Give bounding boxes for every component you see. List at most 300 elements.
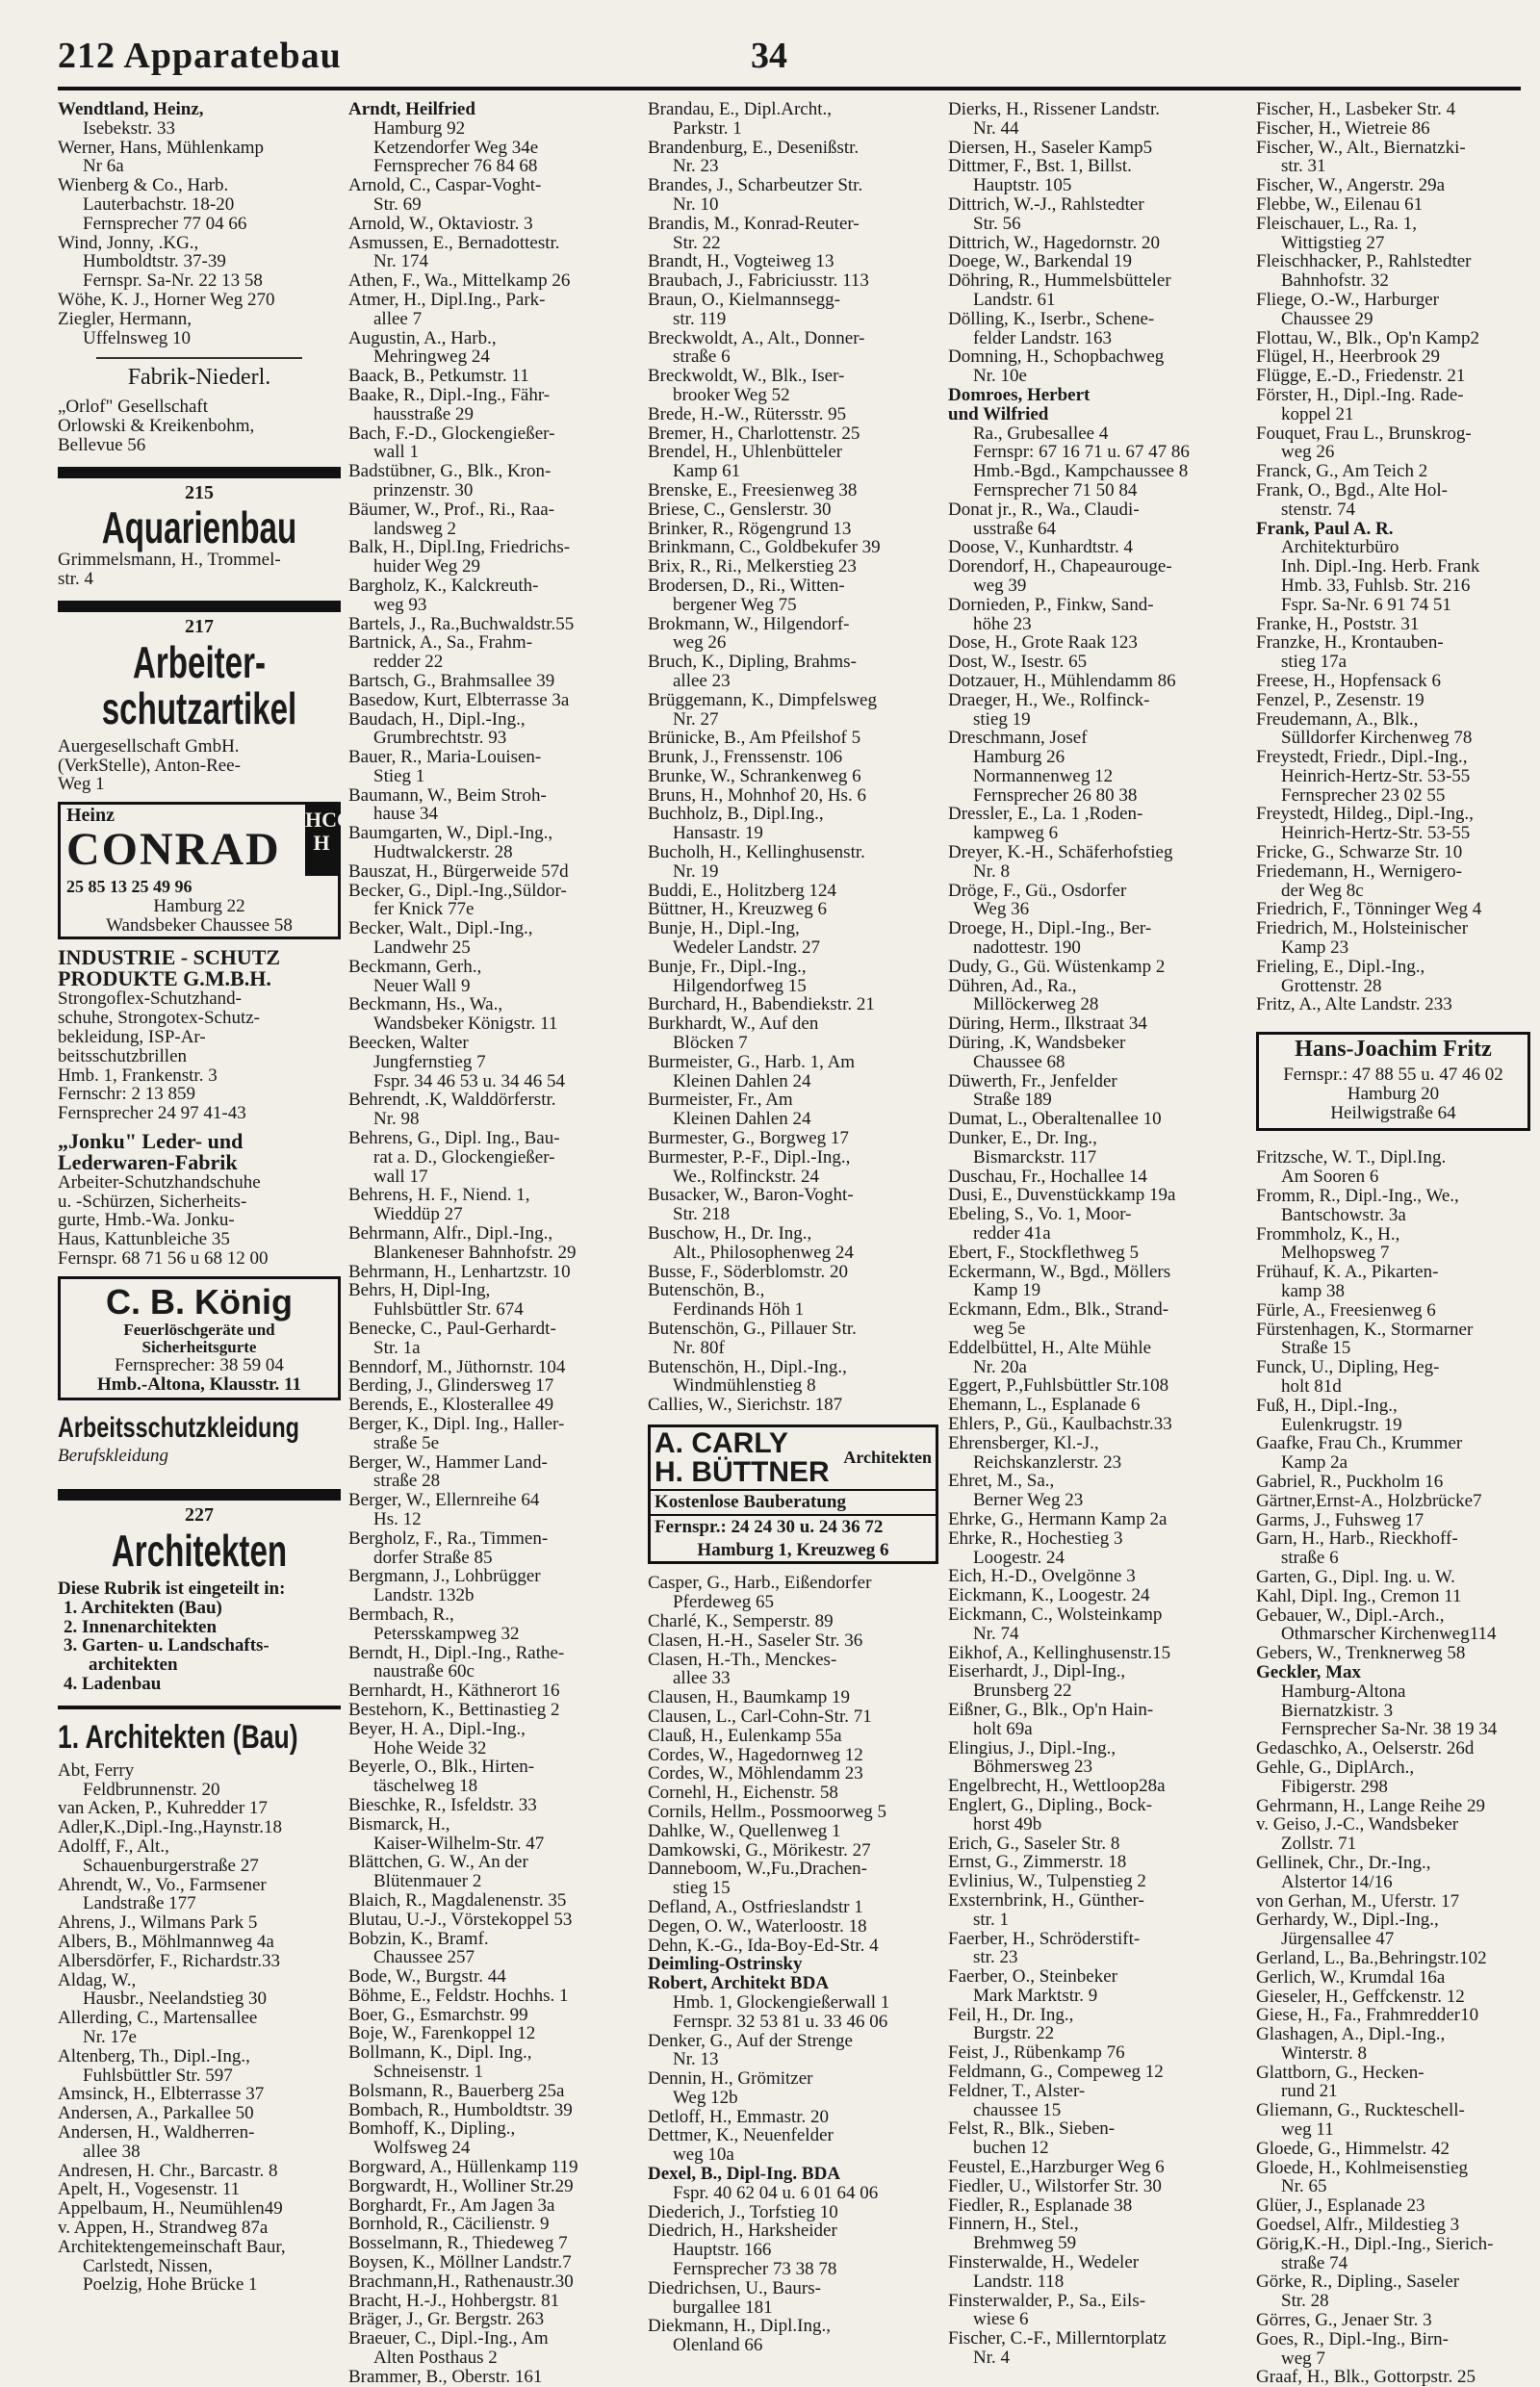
directory-line: Erich, G., Saseler Str. 8: [948, 1834, 1120, 1854]
directory-line: Berger, W., Hammer Land-: [348, 1452, 548, 1473]
directory-line: Fleischhacker, P., Rahlstedter: [1256, 252, 1472, 272]
directory-line: Feustel, E.,Harzburger Weg 6: [948, 2158, 1165, 2177]
directory-line: Wendtland, Heinz,: [58, 100, 204, 119]
rubric-title: Arbeitsschutzkleidung: [58, 1412, 299, 1445]
carly-advert: [648, 1424, 938, 1564]
advert-slogan: Kostenlose Bauberatung: [651, 1491, 936, 1516]
directory-line: Frühauf, K. A., Pikarten-: [1256, 1263, 1439, 1283]
directory-line: Str. 218: [673, 1205, 731, 1225]
directory-line: Dreyer, K.-H., Schäferhofstieg: [948, 843, 1173, 862]
directory-line: Benecke, C., Paul-Gerhardt-: [348, 1320, 556, 1339]
directory-line: Casper, G., Harb., Eißendorfer: [648, 1574, 872, 1594]
directory-line: Schneisenstr. 1: [373, 2063, 483, 2082]
entry-list: [58, 1761, 341, 2295]
directory-line: Freudemann, A., Blk.,: [1256, 709, 1419, 730]
directory-line: Blutau, U.-J., Vörstekoppel 53: [348, 1910, 573, 1930]
directory-line: v. Geiso, J.-C., Wandsbeker: [1256, 1815, 1459, 1835]
directory-line: Architekturbüro: [1281, 538, 1399, 558]
fabrik-heading: Fabrik-Niederl.: [127, 365, 271, 391]
directory-line: Cordes, W., Hagedornweg 12: [648, 1745, 863, 1765]
directory-line: Finsterwalde, H., Wedeler: [948, 2253, 1140, 2272]
directory-line: Kamp 23: [1281, 938, 1349, 958]
section-bar: [58, 1489, 341, 1501]
directory-line: Behrens, H. F., Niend. 1,: [348, 1186, 530, 1206]
directory-line: Brendel, H., Uhlenbütteler: [648, 443, 843, 463]
directory-line: Droege, H., Dipl.-Ing., Ber-: [948, 919, 1152, 939]
directory-line: Görres, G., Jenaer Str. 3: [1256, 2311, 1432, 2330]
directory-line: Dölling, K., Iserbr., Schene-: [948, 309, 1155, 329]
directory-line: Nr. 10e: [973, 367, 1027, 386]
directory-line: Fischer, C.-F., Millerntorplatz: [948, 2329, 1167, 2349]
entry-list: [58, 737, 341, 794]
directory-line: Burchard, H., Babendiekstr. 21: [648, 995, 875, 1015]
conrad-advert: [58, 802, 354, 939]
directory-line: Braubach, J., Fabriciusstr. 113: [648, 271, 869, 291]
directory-line: Flügel, H., Heerbrook 29: [1256, 347, 1441, 368]
directory-line: Dost, W., Isestr. 65: [948, 653, 1088, 672]
directory-line: Fernsprecher 76 84 68: [373, 157, 538, 177]
directory-line: Diersen, H., Saseler Kamp5: [948, 138, 1153, 158]
directory-line: Jürgensallee 47: [1281, 1930, 1395, 1949]
directory-line: weg 5e: [973, 1320, 1026, 1339]
advert-address: Wandsbeker Chaussee 58: [106, 914, 293, 936]
directory-line: Brüggemann, K., Dimpfelsweg: [648, 690, 877, 710]
directory-line: Bermbach, R.,: [348, 1604, 454, 1625]
directory-line: Gaafke, Frau Ch., Krummer: [1256, 1434, 1463, 1454]
directory-line: Bucholh, H., Kellinghusenstr.: [648, 843, 865, 862]
directory-line: Borgwardt, H., Wolliner Str.29: [348, 2176, 574, 2196]
directory-line: Ehlers, P., Gü., Kaulbachstr.33: [948, 1414, 1172, 1434]
directory-line: Danneboom, W.,Fu.,Drachen-: [648, 1860, 867, 1880]
directory-line: Eißner, G., Blk., Op'n Hain-: [948, 1700, 1154, 1720]
directory-line: Donat jr., R., Wa., Claudi-: [948, 500, 1140, 520]
directory-line: Neuer Wall 9: [373, 976, 471, 996]
directory-line: straße 6: [1281, 1549, 1339, 1568]
directory-line: allee 23: [673, 671, 731, 691]
directory-line: der Weg 8c: [1281, 881, 1364, 901]
directory-line: Geckler, Max: [1256, 1662, 1362, 1682]
directory-line: Freese, H., Hopfensack 6: [1256, 671, 1442, 691]
directory-line: Fspr. 40 62 04 u. 6 01 64 06: [673, 2183, 879, 2203]
directory-line: Dittrich, W., Hagedornstr. 20: [948, 233, 1161, 253]
directory-line: Chaussee 29: [1281, 309, 1373, 329]
directory-line: Hauptstr. 166: [673, 2241, 772, 2261]
advert-side-logo: HCO H: [305, 805, 338, 876]
directory-line: Englert, G., Dipling., Bock-: [948, 1795, 1153, 1815]
directory-line: Andresen, H. Chr., Barcastr. 8: [58, 2161, 278, 2181]
directory-line: We., Rolfinckstr. 24: [673, 1167, 820, 1187]
directory-line: Ernst, G., Zimmerstr. 18: [948, 1853, 1127, 1873]
directory-line: Ra., Grubesallee 4: [973, 424, 1109, 444]
directory-line: Bellevue 56: [58, 435, 146, 455]
advert-address: Heilwigstraße 64: [1330, 1102, 1456, 1123]
directory-line: hause 34: [373, 805, 439, 825]
directory-line: Fuß, H., Dipl.-Ing.,: [1256, 1396, 1398, 1416]
directory-line: Aldag, W.,: [58, 1970, 137, 1990]
directory-line: Fernspr. 68 71 56 u 68 12 00: [58, 1249, 269, 1269]
directory-line: Kamp 2a: [1281, 1453, 1348, 1473]
rubric-intro: Diese Rubrik ist eingeteilt in:: [58, 1578, 286, 1600]
directory-line: Balk, H., Dipl.Ing, Friedrichs-: [348, 538, 571, 558]
directory-line: Loogestr. 24: [973, 1548, 1065, 1568]
directory-line: Ketzendorfer Weg 34e: [373, 138, 539, 158]
directory-line: Bunje, H., Dipl.-Ing,: [648, 919, 800, 939]
directory-line: burgallee 181: [673, 2297, 773, 2318]
directory-line: Dittrich, W.-J., Rahlstedter: [948, 194, 1144, 215]
directory-line: Fiedler, R., Esplanade 38: [948, 2195, 1133, 2216]
directory-line: Briese, C., Genslerstr. 30: [648, 500, 832, 520]
directory-line: Albers, B., Möhlmannweg 4a: [58, 1933, 274, 1952]
directory-line: Bestehorn, K., Bettinastieg 2: [348, 1700, 560, 1720]
directory-line: Architektengemeinschaft Baur,: [58, 2237, 286, 2257]
advert-title: C. B. König: [106, 1281, 293, 1322]
directory-line: Amsinck, H., Elbterrasse 37: [58, 2085, 265, 2105]
directory-line: Gloede, G., Himmelstr. 42: [1256, 2139, 1450, 2159]
directory-line: Dexel, B., Dipl-Ing. BDA: [648, 2165, 841, 2184]
directory-line: Winterstr. 8: [1281, 2043, 1367, 2064]
directory-line: Bode, W., Burgstr. 44: [348, 1967, 506, 1987]
directory-line: Baumgarten, W., Dipl.-Ing.,: [348, 824, 553, 844]
directory-line: Str. 56: [973, 214, 1021, 234]
directory-line: Dennin, H., Grömitzer: [648, 2069, 813, 2089]
directory-line: Exsternbrink, H., Günther-: [948, 1890, 1144, 1911]
directory-line: Dumat, L., Oberaltenallee 10: [948, 1110, 1162, 1130]
directory-line: Ehrke, G., Hermann Kamp 2a: [948, 1509, 1168, 1529]
directory-line: Clauß, H., Eulenkamp 55a: [648, 1726, 842, 1746]
directory-line: Arnold, W., Oktaviostr. 3: [348, 214, 533, 234]
directory-line: Bartnick, A., Sa., Frahm-: [348, 633, 533, 654]
directory-line: Blaich, R., Magdalenenstr. 35: [348, 1890, 567, 1911]
directory-line: Normannenweg 12: [973, 766, 1114, 786]
directory-line: Bach, F.-D., Glockengießer-: [348, 424, 555, 444]
directory-line: Denker, G., Auf der Strenge: [648, 2031, 853, 2051]
directory-line: Badstübner, G., Blk., Kron-: [348, 462, 552, 481]
directory-line: Ahrens, J., Wilmans Park 5: [58, 1913, 258, 1934]
directory-line: Franzke, H., Krontauben-: [1256, 633, 1444, 654]
directory-line: Eickmann, K., Loogestr. 24: [948, 1586, 1150, 1605]
directory-line: Feldmann, G., Compeweg 12: [948, 2063, 1164, 2082]
directory-line: Nr. 20a: [973, 1357, 1027, 1377]
directory-line: Humboldtstr. 37-39: [83, 252, 226, 272]
directory-line: Fleischauer, L., Ra. 1,: [1256, 214, 1418, 234]
divider: [96, 357, 302, 359]
directory-line: Clasen, H.-H., Saseler Str. 36: [648, 1630, 863, 1651]
directory-line: Burkhardt, W., Auf den: [648, 1014, 819, 1035]
directory-line: Arnold, C., Caspar-Voght-: [348, 176, 542, 195]
directory-line: Faerber, H., Schröderstift-: [948, 1929, 1141, 1949]
directory-line: Diedrichsen, U., Baurs-: [648, 2278, 821, 2298]
directory-line: Berends, E., Klosterallee 49: [348, 1396, 554, 1415]
directory-line: Defland, A., Ostfrieslandstr 1: [648, 1897, 863, 1917]
directory-line: Deimling-Ostrinsky: [648, 1955, 803, 1975]
directory-line: Diederich, J., Torfstieg 10: [648, 2202, 838, 2222]
section-number: 215: [185, 481, 214, 503]
directory-line: Brandis, M., Konrad-Reuter-: [648, 214, 860, 234]
directory-line: Boje, W., Farenkoppel 12: [348, 2024, 536, 2044]
directory-line: u. -Schürzen, Sicherheits-: [58, 1192, 247, 1212]
directory-line: Berner Weg 23: [973, 1491, 1084, 1510]
directory-line: Eickmann, C., Wolsteinkamp: [948, 1604, 1163, 1625]
directory-line: Fspr. 34 46 53 u. 34 46 54: [373, 1071, 565, 1091]
advert-subtitle: Sicherheitsgurte: [141, 1337, 257, 1356]
directory-line: Braeuer, C., Dipl.-Ing., Am: [348, 2329, 549, 2349]
directory-line: Butenschön, B.,: [648, 1281, 765, 1301]
directory-line: Flebbe, W., Eilenau 61: [1256, 194, 1424, 215]
directory-line: wiese 6: [973, 2310, 1029, 2330]
directory-line: Buddi, E., Holitzberg 124: [648, 881, 836, 901]
directory-line: Flügge, E.-D., Friedenstr. 21: [1256, 367, 1466, 386]
advert-logo: CONRAD: [66, 823, 281, 875]
directory-line: Dose, H., Grote Raak 123: [948, 633, 1138, 654]
directory-line: Dudy, G., Gü. Wüstenkamp 2: [948, 957, 1166, 977]
directory-line: Athen, F., Wa., Mittelkamp 26: [348, 271, 571, 291]
directory-line: Brandenburg, E., Desenißstr.: [648, 138, 860, 158]
directory-line: Döhring, R., Hummelsbütteler: [948, 271, 1171, 291]
directory-line: Nr. 23: [673, 157, 719, 177]
directory-line: Eckmann, Edm., Blk., Strand-: [948, 1300, 1169, 1320]
directory-line: kampweg 6: [973, 824, 1059, 844]
directory-line: hausstraße 29: [373, 404, 474, 424]
directory-line: Hmb. 33, Fuhlsb. Str. 216: [1281, 576, 1471, 596]
directory-line: Becker, G., Dipl.-Ing.,Süldor-: [348, 881, 567, 901]
directory-line: Behrendt, .K, Walddörferstr.: [348, 1091, 556, 1111]
advert-phone: Fernsprecher: 38 59 04: [115, 1354, 284, 1375]
directory-line: Bismarck, H.,: [348, 1814, 450, 1835]
directory-line: Busse, F., Söderblomstr. 20: [648, 1262, 849, 1282]
directory-line: huider Weg 29: [373, 557, 481, 577]
directory-line: Fenzel, P., Zesenstr. 19: [1256, 690, 1424, 710]
directory-line: Cornils, Hellm., Possmoorweg 5: [648, 1802, 887, 1822]
directory-line: fer Knick 77e: [373, 900, 475, 920]
section-number: 227: [185, 1504, 214, 1527]
directory-line: Asmussen, E., Bernadottestr.: [348, 233, 560, 253]
directory-line: Brandes, J., Scharbeutzer Str.: [648, 176, 863, 195]
directory-line: Buschow, H., Dr. Ing.,: [648, 1224, 812, 1244]
directory-line: Hs. 12: [373, 1509, 422, 1529]
directory-line: Bäumer, W., Prof., Ri., Raa-: [348, 500, 555, 520]
directory-line: höhe 23: [973, 614, 1032, 634]
directory-line: Borghardt, Fr., Am Jagen 3a: [348, 2195, 555, 2216]
directory-line: Friedrich, M., Holsteinischer: [1256, 919, 1469, 939]
directory-line: Wedeler Landstr. 27: [673, 938, 821, 958]
directory-line: Graaf, H., Blk., Gottorpstr. 25: [1256, 2368, 1476, 2387]
directory-line: Freystedt, Friedr., Dipl.-Ing.,: [1256, 748, 1468, 767]
directory-line: Arbeiter-Schutzhandschuhe: [58, 1172, 261, 1193]
directory-line: Böhmersweg 23: [973, 1758, 1093, 1778]
directory-line: stenstr. 74: [1281, 500, 1356, 520]
advert-name: Hans-Joachim Fritz: [1295, 1037, 1492, 1063]
directory-line: wall 17: [373, 1167, 428, 1187]
directory-line: Burmester, P.-F., Dipl.-Ing.,: [648, 1147, 851, 1168]
directory-line: Cordes, W., Möhlendamm 23: [648, 1764, 863, 1784]
directory-line: Wind, Jonny, .KG.,: [58, 233, 199, 253]
directory-line: stieg 19: [973, 709, 1031, 730]
directory-line: Feldbrunnenstr. 20: [83, 1780, 220, 1800]
directory-line: Dreschmann, Josef: [948, 729, 1088, 749]
directory-line: Funck, U., Dipling, Heg-: [1256, 1358, 1440, 1377]
directory-line: stieg 15: [673, 1879, 731, 1898]
directory-line: Basedow, Kurt, Elbterrasse 3a: [348, 690, 570, 710]
directory-line: Clausen, H., Baumkamp 19: [648, 1688, 851, 1707]
directory-line: Gerhardy, W., Dipl.-Ing.,: [1256, 1911, 1439, 1931]
directory-line: Callies, W., Sierichstr. 187: [648, 1396, 843, 1415]
directory-line: straße 6: [673, 347, 731, 368]
directory-line: Petersskampweg 32: [373, 1624, 520, 1644]
directory-line: Bräger, J., Gr. Bergstr. 263: [348, 2310, 545, 2330]
entry-list: [58, 398, 341, 454]
advert-phone: Fernspr.: 47 88 55 u. 47 46 02: [1283, 1065, 1503, 1086]
directory-line: Wandsbeker Königstr. 11: [373, 1014, 558, 1035]
directory-line: Beyerle, O., Blk., Hirten-: [348, 1758, 535, 1778]
directory-line: Bracht, H.-J., Hohbergstr. 81: [348, 2291, 560, 2311]
directory-line: Garten, G., Dipl. Ing. u. W.: [1256, 1567, 1455, 1587]
directory-line: Felst, R., Blk., Sieben-: [948, 2119, 1116, 2140]
directory-line: Engelbrecht, H., Wettloop28a: [948, 1777, 1166, 1796]
directory-line: Doege, W., Barkendal 19: [948, 252, 1133, 272]
directory-line: Gliemann, G., Ruckteschell-: [1256, 2101, 1465, 2121]
directory-line: Bartsch, G., Brahmsallee 39: [348, 671, 555, 691]
directory-line: Wolfsweg 24: [373, 2139, 471, 2159]
directory-line: Alstertor 14/16: [1281, 1872, 1393, 1892]
directory-line: Finsterwalder, P., Sa., Eils-: [948, 2291, 1146, 2311]
directory-line: Feldner, T., Alster-: [948, 2081, 1086, 2101]
advert-name: H. BÜTTNER: [654, 1455, 830, 1488]
directory-line: Bauszat, H., Bürgerweide 57d: [348, 861, 569, 882]
directory-line: Baudach, H., Dipl.-Ing.,: [348, 709, 526, 730]
directory-line: Eggert, P.,Fuhlsbüttler Str.108: [948, 1376, 1169, 1397]
directory-line: Adler,K.,Dipl.-Ing.,Haynstr.18: [58, 1818, 283, 1838]
directory-line: Blütenmauer 2: [373, 1872, 482, 1891]
directory-line: Eulenkrugstr. 19: [1281, 1415, 1402, 1435]
directory-line: Brachmann,H., Rathenaustr.30: [348, 2272, 574, 2292]
page-header: [58, 27, 1521, 94]
directory-line: Hausbr., Neelandstieg 30: [83, 1989, 268, 2010]
directory-line: Apelt, H., Vogesenstr. 11: [58, 2180, 241, 2200]
directory-line: Nr. 4: [973, 2348, 1010, 2368]
directory-line: Frank, O., Bgd., Alte Hol-: [1256, 480, 1448, 500]
directory-line: Behrs, H, Dipl-Ing,: [348, 1281, 491, 1301]
directory-line: Garn, H., Harb., Rieckhoff-: [1256, 1529, 1458, 1550]
directory-line: Ehemann, L., Esplanade 6: [948, 1396, 1141, 1415]
directory-line: Diekmann, H., Dipl.Ing.,: [648, 2317, 831, 2337]
entry-list: [948, 100, 1248, 2368]
directory-line: Hamburg-Altona: [1281, 1681, 1406, 1702]
directory-line: kamp 38: [1281, 1282, 1345, 1301]
directory-line: Gebauer, W., Dipl.-Arch.,: [1256, 1605, 1445, 1626]
directory-line: Landstr. 61: [973, 290, 1056, 310]
company-name: „Jonku" Leder- und: [58, 1128, 244, 1153]
directory-line: Gellinek, Chr., Dr.-Ing.,: [1256, 1853, 1431, 1873]
directory-line: Andersen, A., Parkallee 50: [58, 2104, 254, 2123]
rubric-item: 1. Architekten (Bau): [64, 1598, 222, 1618]
directory-line: dorfer Straße 85: [373, 1548, 493, 1568]
advert-head: [651, 1427, 936, 1491]
directory-line: Gehrmann, H., Lange Reihe 29: [1256, 1796, 1485, 1816]
advert-profession: Architekten: [843, 1448, 932, 1468]
directory-line: Mark Marktstr. 9: [973, 1986, 1098, 2006]
directory-line: Haus, Kattunbleiche 35: [58, 1230, 230, 1250]
directory-line: Brodersen, D., Ri., Witten-: [648, 576, 845, 596]
directory-line: Goes, R., Dipl.-Ing., Birn-: [1256, 2329, 1450, 2349]
section-title: Arbeiter-: [132, 636, 267, 687]
directory-line: Dühren, Ad., Ra.,: [948, 976, 1077, 996]
directory-line: Abt, Ferry: [58, 1760, 135, 1781]
directory-line: straße 74: [1281, 2253, 1348, 2273]
directory-line: holt 69a: [973, 1719, 1033, 1739]
directory-line: Allerding, C., Martensallee: [58, 2009, 258, 2028]
directory-line: Busacker, W., Baron-Voght-: [648, 1186, 854, 1206]
directory-line: Auergesellschaft GmbH.: [58, 736, 240, 757]
directory-line: Brinker, R., Rögengrund 13: [648, 519, 852, 539]
directory-line: straße 5e: [373, 1433, 440, 1453]
directory-line: Ehret, M., Sa.,: [948, 1472, 1055, 1492]
directory-line: Brokmann, W., Hilgendorf-: [648, 614, 850, 634]
directory-line: Grumbrechtstr. 93: [373, 729, 507, 749]
directory-line: Chaussee 68: [973, 1052, 1065, 1072]
directory-line: Damkowski, G., Mörikestr. 27: [648, 1840, 871, 1861]
directory-line: Brünicke, B., Am Pfeilshof 5: [648, 729, 861, 749]
section-bar: [58, 1706, 341, 1709]
directory-line: Eikhof, A., Kellinghusenstr.15: [948, 1643, 1171, 1663]
column-2: [348, 100, 639, 2387]
directory-line: Bahnhofstr. 32: [1281, 271, 1389, 291]
directory-line: Wöhe, K. J., Horner Weg 270: [58, 290, 275, 310]
directory-line: Millöckerweg 28: [973, 995, 1099, 1015]
directory-line: Hmb. 1, Frankenstr. 3: [58, 1065, 218, 1086]
directory-line: Nr. 27: [673, 709, 719, 730]
directory-line: Str. 22: [673, 233, 721, 253]
directory-line: Pferdeweg 65: [673, 1593, 774, 1612]
directory-line: Alt., Philosophenweg 24: [673, 1243, 854, 1263]
directory-line: Elingius, J., Dipl.-Ing.,: [948, 1738, 1116, 1758]
directory-line: Ebert, F., Stockflethweg 5: [948, 1243, 1139, 1263]
directory-line: Fernsprecher 26 80 38: [973, 785, 1138, 806]
directory-line: Faerber, O., Steinbeker: [948, 1967, 1117, 1987]
directory-line: Ebeling, S., Vo. 1, Moor-: [948, 1205, 1132, 1225]
directory-line: Hmb. 1, Glockengießerwall 1: [673, 1992, 890, 2013]
directory-line: Domroes, Herbert: [948, 385, 1091, 405]
directory-line: und Wilfried: [948, 404, 1049, 424]
directory-line: rund 21: [1281, 2082, 1338, 2102]
directory-line: beitsschutzbrillen: [58, 1046, 188, 1066]
directory-line: Nr. 44: [973, 118, 1019, 139]
directory-line: Friedemann, H., Wernigero-: [1256, 861, 1462, 882]
directory-line: Berger, W., Ellernreihe 64: [348, 1491, 540, 1510]
entry-list: [348, 100, 639, 2387]
directory-line: Bomhoff, K., Dipling.,: [348, 2119, 516, 2140]
directory-line: Breckwoldt, A., Alt., Donner-: [648, 328, 865, 348]
company-name: PRODUKTE G.M.B.H.: [58, 966, 271, 991]
directory-line: Straße 189: [973, 1091, 1052, 1111]
directory-line: Carlstedt, Nissen,: [83, 2256, 213, 2276]
running-head: 212 Apparatebau: [58, 36, 342, 76]
directory-line: Dunker, E., Dr. Ing.,: [948, 1129, 1097, 1148]
directory-line: Freystedt, Hildeg., Dipl.-Ing.,: [1256, 805, 1474, 825]
directory-line: Glattborn, G., Hecken-: [1256, 2063, 1424, 2083]
company-name: INDUSTRIE - SCHUTZ: [58, 945, 281, 970]
directory-line: Buchholz, B., Dipl.Ing.,: [648, 805, 824, 825]
directory-line: Hamburg 92: [373, 118, 466, 139]
directory-line: Fürle, A., Freesienweg 6: [1256, 1300, 1436, 1321]
directory-line: Evlinius, W., Tulpenstieg 2: [948, 1872, 1146, 1891]
directory-line: Reichskanzlerstr. 23: [973, 1452, 1122, 1473]
directory-line: Borgward, A., Hüllenkamp 119: [348, 2158, 578, 2177]
directory-line: weg 10a: [673, 2145, 734, 2166]
directory-line: usstraße 64: [973, 519, 1057, 539]
directory-line: Weg 36: [973, 900, 1030, 920]
rubric-list: [64, 1599, 341, 1694]
directory-line: Bunje, Fr., Dipl.-Ing.,: [648, 957, 807, 977]
